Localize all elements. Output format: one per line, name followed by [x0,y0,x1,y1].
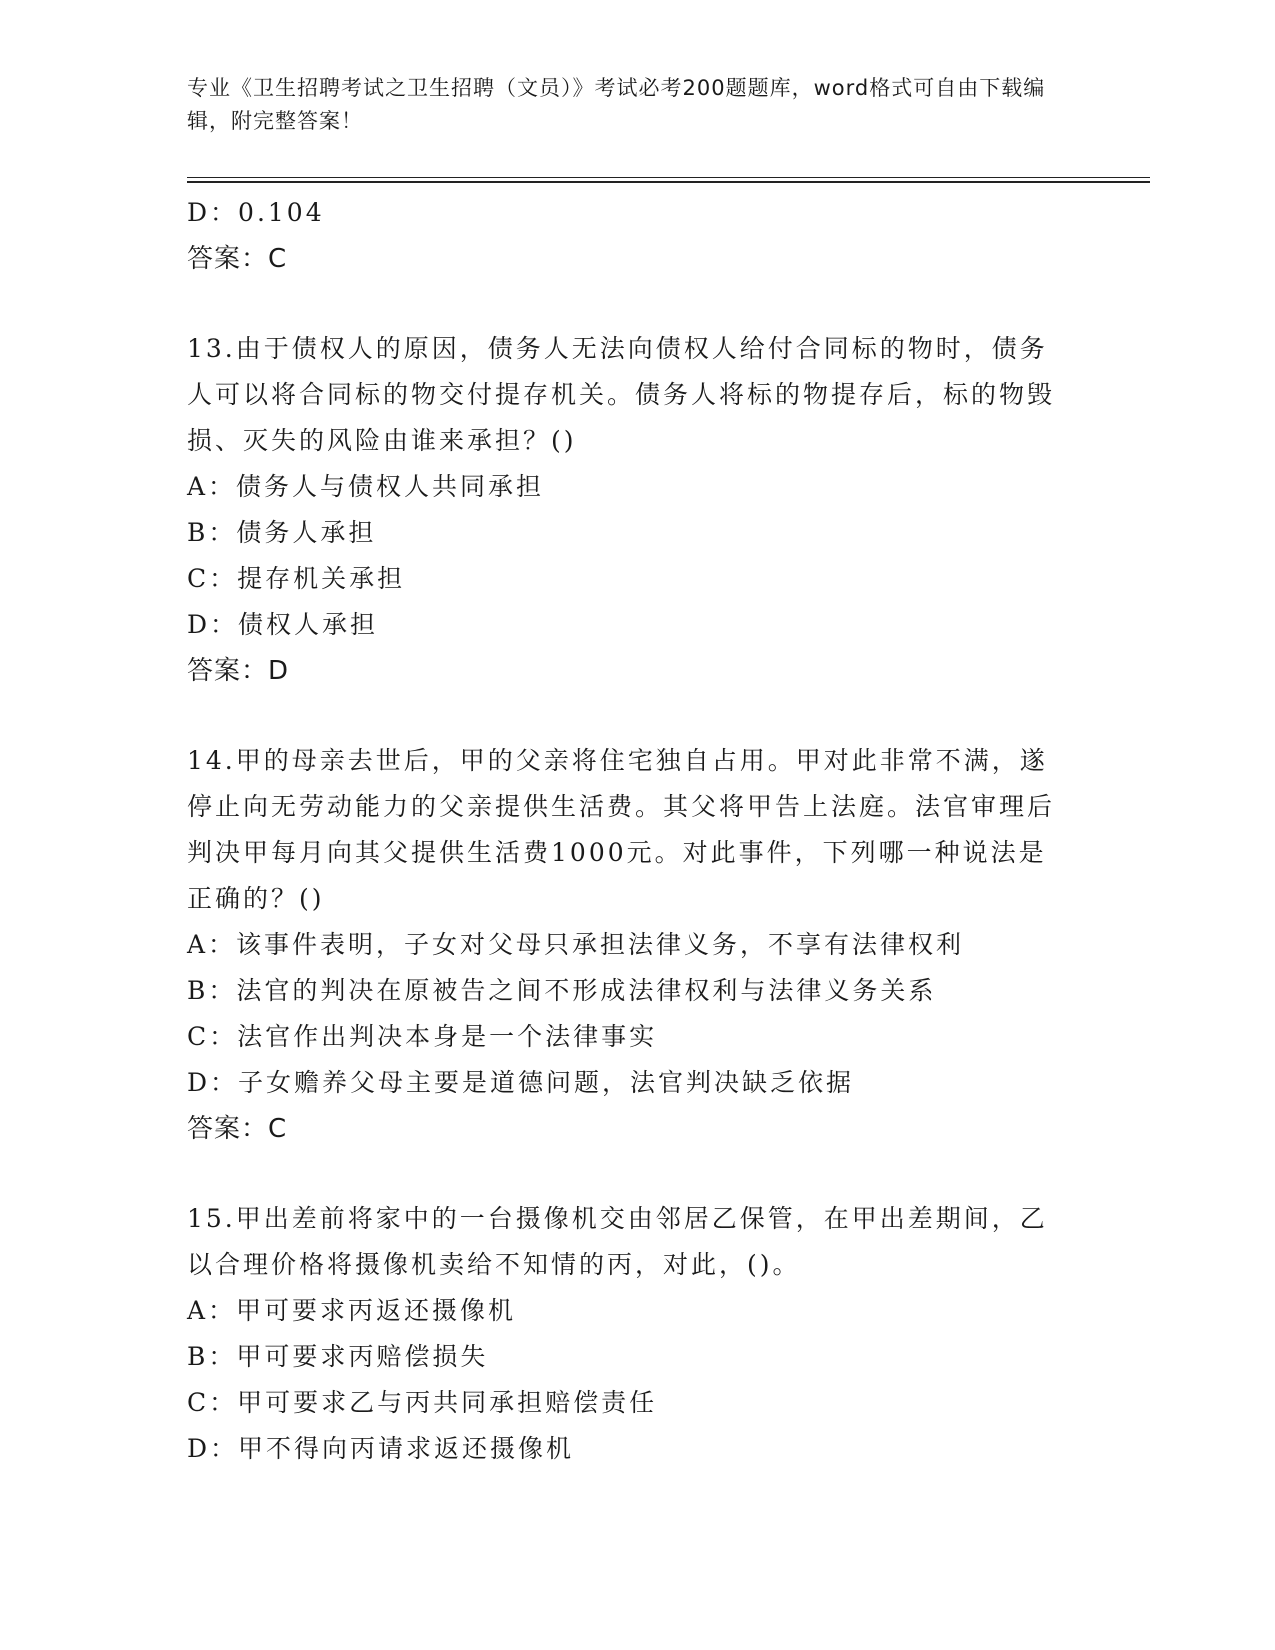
option-c: C：提存机关承担 [187,564,406,593]
answer: 答案：C [187,1114,288,1144]
prev-option-d: D：0.104 [187,198,325,227]
option-a: A：甲可要求丙返还摄像机 [187,1296,517,1325]
question-content [187,190,1087,1472]
question-text: 15.甲出差前将家中的一台摄像机交由邻居乙保管，在甲出差期间，乙以合理价格将摄像机卖给不知情的丙，对此，()。 [187,1204,1048,1279]
question-text: 13.由于债权人的原因，债务人无法向债权人给付合同标的物时，债务人可以将合同标的物交付提存机关。债务人将标的物提存后，标的物毁损、灭失的风险由谁来承担？() [187,334,1056,455]
option-d: D：债权人承担 [187,610,379,639]
option-d: D：子女赡养父母主要是道德问题，法官判决缺乏依据 [187,1068,855,1097]
header-divider-thick [187,181,1150,183]
option-c: C：甲可要求乙与丙共同承担赔偿责任 [187,1388,658,1417]
option-b: B：法官的判决在原被告之间不形成法律权利与法律义务关系 [187,976,937,1005]
option-b: B：甲可要求丙赔偿损失 [187,1342,489,1371]
prev-answer: 答案：C [187,244,288,274]
answer: 答案：D [187,656,290,686]
option-c: C：法官作出判决本身是一个法律事实 [187,1022,658,1051]
question-15 [187,1196,1087,1472]
option-b: B：债务人承担 [187,518,377,547]
document-header: 专业《卫生招聘考试之卫生招聘（文员）》考试必考200题题库，word格式可自由下载编辑，附完整答案！ [187,76,1046,133]
option-a: A：债务人与债权人共同承担 [187,472,545,501]
question-14 [187,738,1087,1152]
option-d: D：甲不得向丙请求返还摄像机 [187,1434,575,1463]
header-divider-thin [187,177,1150,178]
question-text: 14.甲的母亲去世后，甲的父亲将住宅独自占用。甲对此非常不满，遂停止向无劳动能力的父亲提供生活费。其父将甲告上法庭。法官审理后判决甲每月向其父提供生活费1000元。对此事件，下列哪一种说法是正确的？() [187,746,1056,913]
question-13 [187,326,1087,694]
option-a: A：该事件表明，子女对父母只承担法律义务，不享有法律权利 [187,930,965,959]
